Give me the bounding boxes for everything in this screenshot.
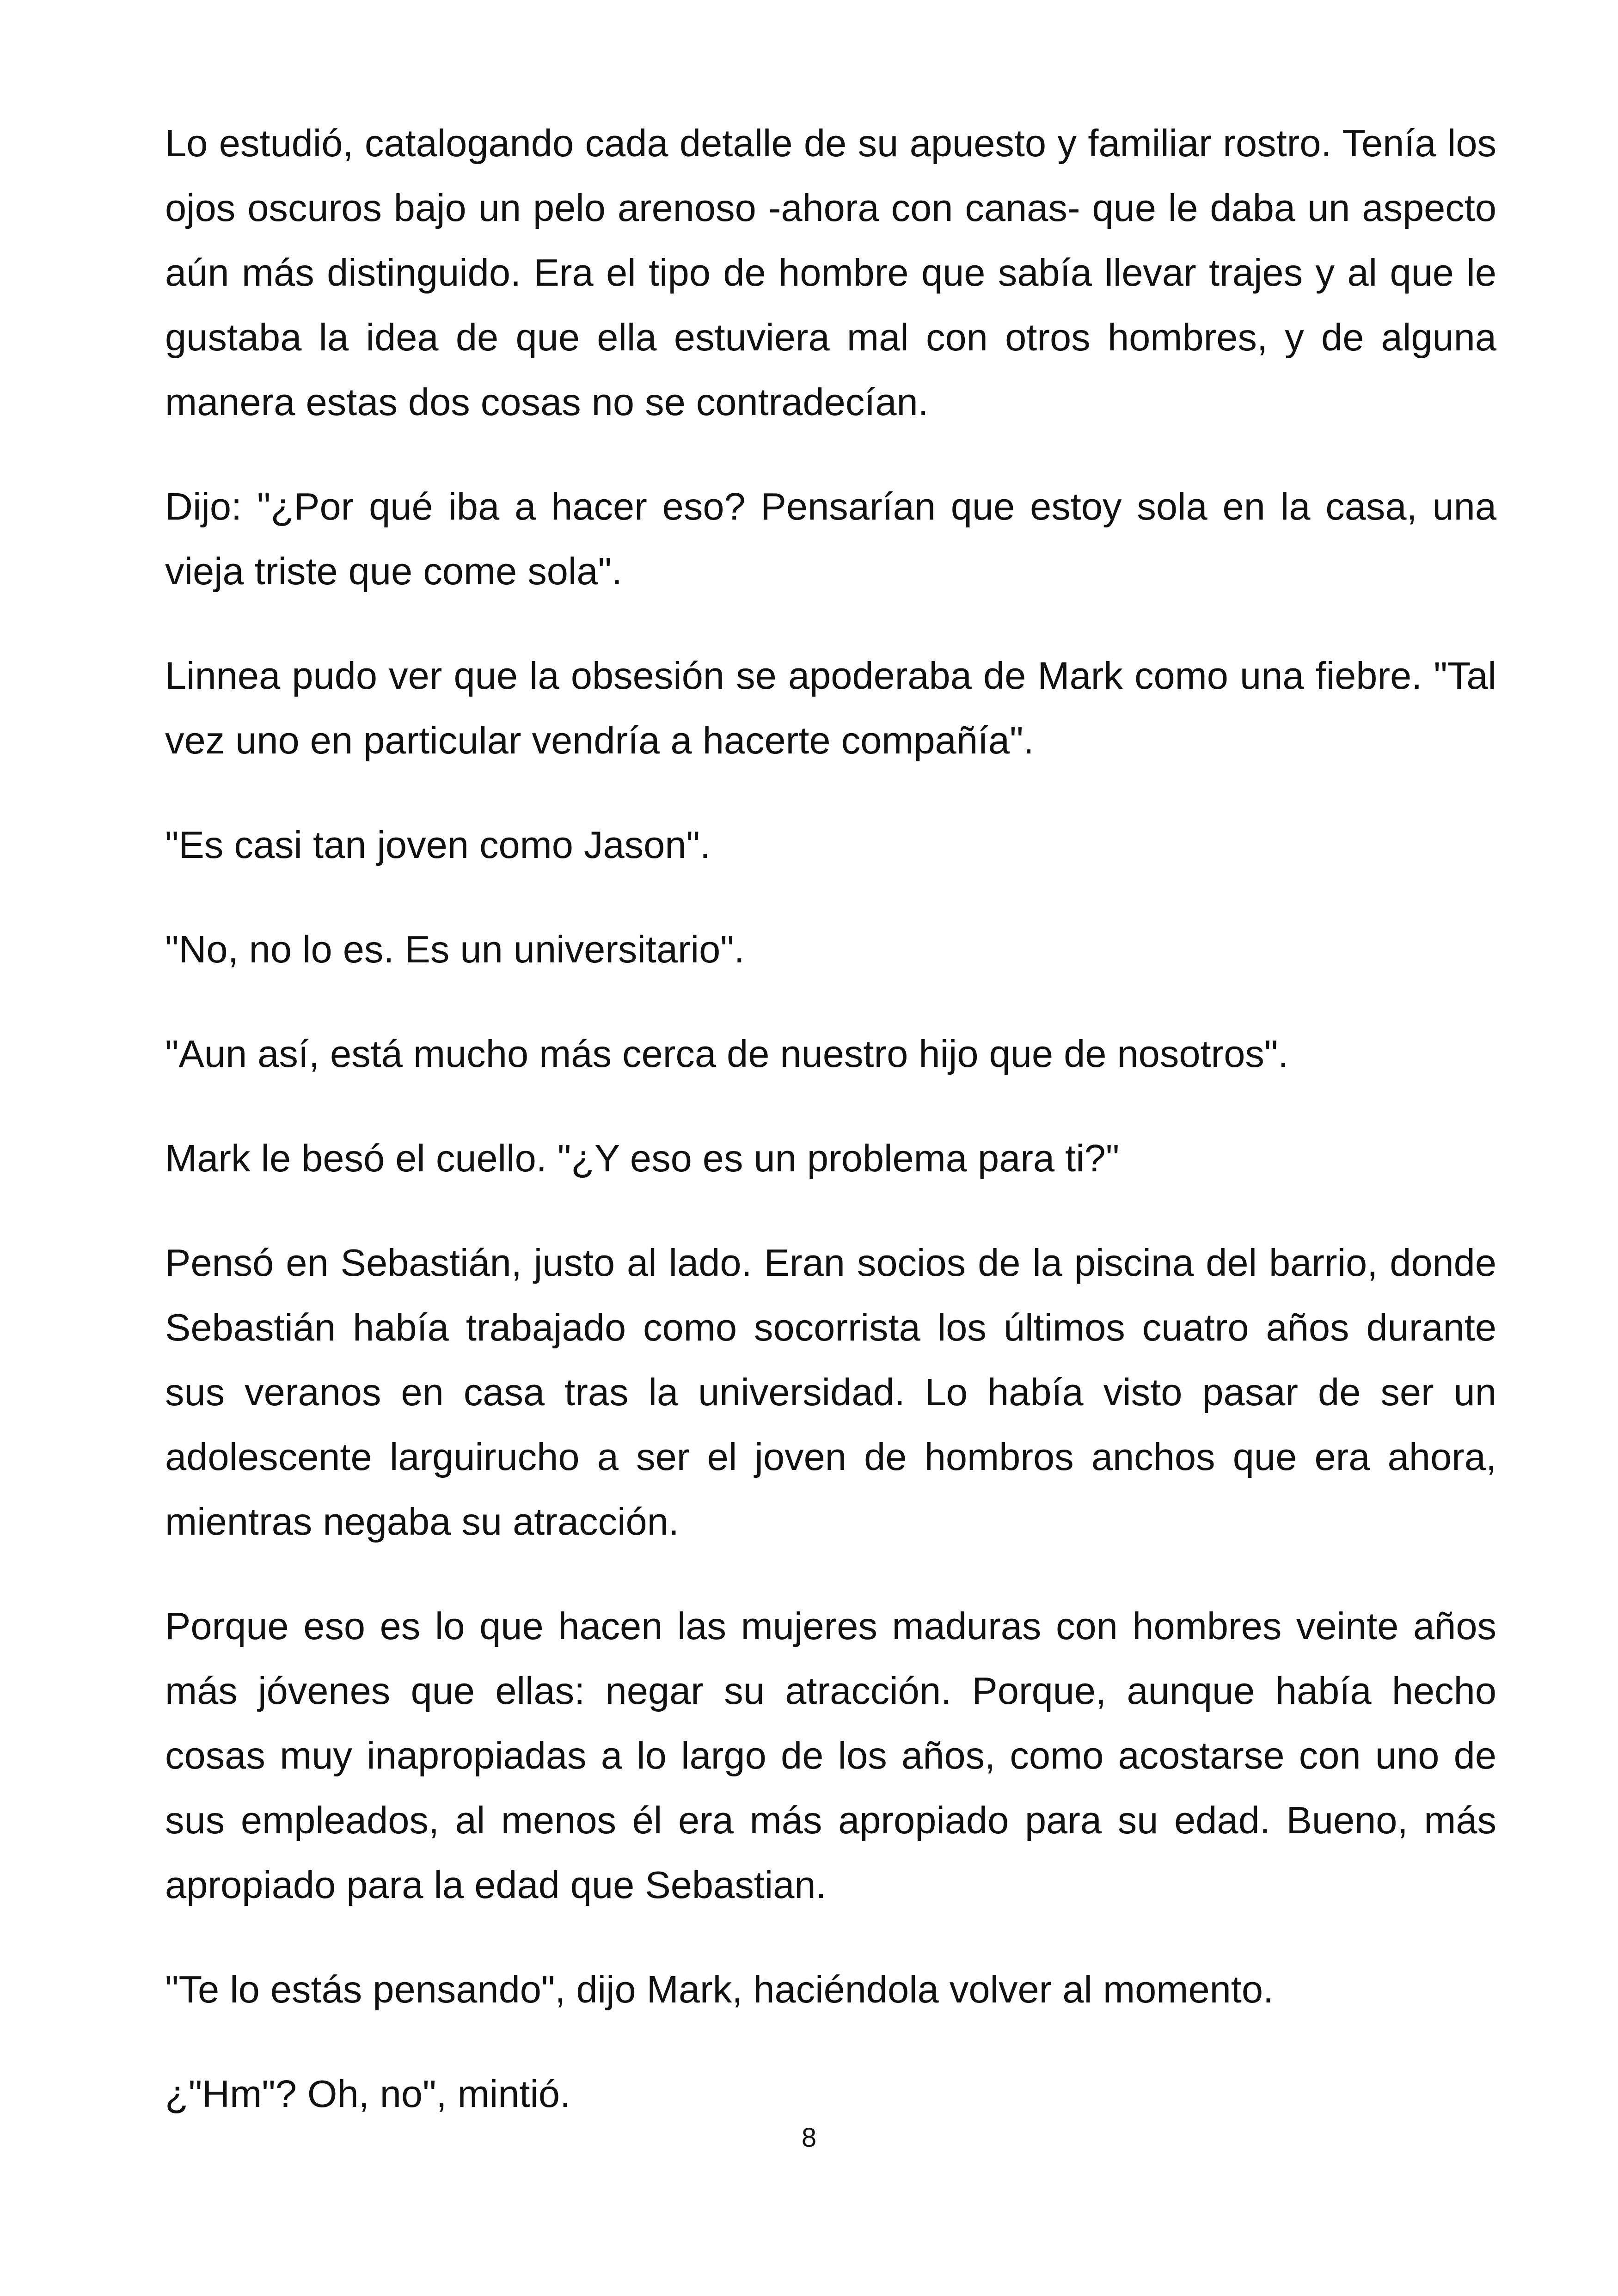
paragraph-8: Pensó en Sebastián, justo al lado. Eran socios de la piscina del barrio, donde Sebastián había trabajado como socorrista los últimos cuatro años durante sus veranos en casa tras la universidad. Lo había visto pasar de ser un adolescente larguirucho a ser el joven de hombros anchos que era ahora, mientras negaba su atracción. <box>165 1241 1496 1543</box>
paragraph-3: Linnea pudo ver que la obsesión se apoderaba de Mark como una fiebre. "Tal vez uno en particular vendría a hacerte compañía". <box>165 654 1496 762</box>
paragraph-9: Porque eso es lo que hacen las mujeres maduras con hombres veinte años más jóvenes que ellas: negar su atracción. Porque, aunque había hecho cosas muy inapropiadas a lo largo de los años, como acostarse con uno de sus empleados, al menos él era más apropiado para su edad. Bueno, más apropiado para la edad que Sebastian. <box>165 1604 1496 1906</box>
paragraph-10: "Te lo estás pensando", dijo Mark, haciéndola volver al momento. <box>165 1968 1274 2011</box>
body-text <box>165 111 1496 2166</box>
paragraph-11: ¿"Hm"? Oh, no", mintió. <box>165 2072 571 2115</box>
paragraph-5: "No, no lo es. Es un universitario". <box>165 928 745 971</box>
paragraph-6: "Aun así, está mucho más cerca de nuestro hijo que de nosotros". <box>165 1032 1289 1075</box>
page-number: 8 <box>801 2123 817 2153</box>
paragraph-1: Lo estudió, catalogando cada detalle de su apuesto y familiar rostro. Tenía los ojos oscuros bajo un pelo arenoso -ahora con canas- que le daba un aspecto aún más distinguido. Era el tipo de hombre que sabía llevar trajes y al que le gustaba la idea de que ella estuviera mal con otros hombres, y de alguna manera estas dos cosas no se contradecían. <box>165 122 1496 423</box>
paragraph-2: Dijo: "¿Por qué iba a hacer eso? Pensarían que estoy sola en la casa, una vieja triste que come sola". <box>165 485 1496 593</box>
paragraph-7: Mark le besó el cuello. "¿Y eso es un problema para ti?" <box>165 1137 1120 1180</box>
paragraph-4: "Es casi tan joven como Jason". <box>165 823 711 866</box>
